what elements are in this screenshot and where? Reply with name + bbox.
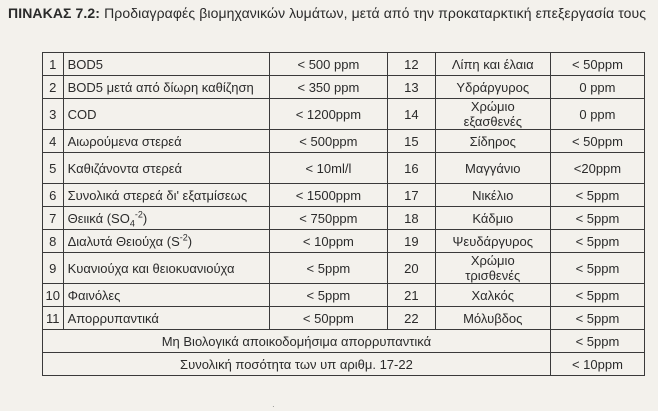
row-number: 15 — [388, 130, 436, 153]
parameter-limit: < 10ml/l — [269, 153, 387, 184]
parameter-limit: < 50ppm — [550, 130, 644, 153]
row-number: 14 — [388, 99, 436, 130]
parameter-name: Απορρυπαντικά — [63, 307, 269, 330]
parameter-limit: < 5ppm — [550, 230, 644, 253]
row-number: 10 — [43, 284, 64, 307]
parameter-name: Κυανιούχα και θειοκυανιούχα — [63, 253, 269, 284]
summary-value: < 10ppm — [550, 353, 644, 376]
parameter-limit: < 5ppm — [269, 284, 387, 307]
parameter-limit: < 5ppm — [550, 284, 644, 307]
caption-text: Προδιαγραφές βιομηχανικών λυμάτων, μετά από την προκαταρκτική επεξεργασία τους — [104, 5, 647, 21]
parameter-limit: < 10ppm — [269, 230, 387, 253]
row-number: 20 — [388, 253, 436, 284]
specifications-table — [42, 52, 645, 376]
parameter-name: Καθιζάνοντα στερεά — [63, 153, 269, 184]
summary-row — [43, 330, 645, 353]
table-row — [43, 253, 645, 284]
row-number: 11 — [43, 307, 64, 330]
row-number: 8 — [43, 230, 64, 253]
row-number: 9 — [43, 253, 64, 284]
parameter-name-line: τρισθενές — [465, 268, 521, 283]
parameter-limit: < 50ppm — [269, 307, 387, 330]
parameter-name: Κάδμιο — [435, 207, 550, 230]
row-number: 2 — [43, 76, 64, 99]
parameter-name: Μαγγάνιο — [435, 153, 550, 184]
parameter-name-line: Χρώμιο — [470, 253, 515, 268]
parameter-name: Υδράργυρος — [435, 76, 550, 99]
parameter-name — [435, 253, 550, 284]
table-row — [43, 307, 645, 330]
summary-label: Μη Βιολογικά αποικοδομήσιμα απορρυπαντικά — [43, 330, 551, 353]
summary-row — [43, 353, 645, 376]
formula-text: Θειικά (SO — [67, 210, 130, 226]
row-number: 21 — [388, 284, 436, 307]
row-number: 19 — [388, 230, 436, 253]
table-row — [43, 76, 645, 99]
table-row — [43, 207, 645, 230]
row-number: 7 — [43, 207, 64, 230]
row-number: 22 — [388, 307, 436, 330]
row-number: 17 — [388, 184, 436, 207]
parameter-limit: 0 ppm — [550, 76, 644, 99]
table-row — [43, 184, 645, 207]
parameter-name: Αιωρούμενα στερεά — [63, 130, 269, 153]
row-number: 3 — [43, 99, 64, 130]
parameter-name — [435, 99, 550, 130]
row-number: 1 — [43, 53, 64, 76]
table-row — [43, 153, 645, 184]
parameter-limit: < 50ppm — [550, 53, 644, 76]
row-number: 6 — [43, 184, 64, 207]
scan-speck: · — [272, 402, 275, 411]
parameter-name: BOD5 — [63, 53, 269, 76]
parameter-name — [63, 207, 269, 230]
parameter-limit: 0 ppm — [550, 99, 644, 130]
row-number: 16 — [388, 153, 436, 184]
parameter-limit: < 500ppm — [269, 130, 387, 153]
parameter-limit: < 750ppm — [269, 207, 387, 230]
parameter-limit: < 1500ppm — [269, 184, 387, 207]
parameter-limit: < 5ppm — [550, 307, 644, 330]
formula-superscript: -2 — [134, 209, 143, 220]
table-caption — [8, 4, 653, 22]
table-row — [43, 99, 645, 130]
formula-subscript: 4 — [129, 218, 135, 229]
parameter-name: COD — [63, 99, 269, 130]
formula-text: Διαλυτά Θειούχα (S — [67, 233, 180, 249]
row-number: 12 — [388, 53, 436, 76]
parameter-name: Νικέλιο — [435, 184, 550, 207]
parameter-name — [63, 230, 269, 253]
table-row — [43, 230, 645, 253]
parameter-name: Χαλκός — [435, 284, 550, 307]
parameter-name: Σίδηρος — [435, 130, 550, 153]
parameter-limit: < 1200ppm — [269, 99, 387, 130]
parameter-name: Μόλυβδος — [435, 307, 550, 330]
parameter-name: Φαινόλες — [63, 284, 269, 307]
parameter-limit: <20ppm — [550, 153, 644, 184]
row-number: 13 — [388, 76, 436, 99]
row-number: 18 — [388, 207, 436, 230]
parameter-name-line: εξασθενές — [463, 114, 522, 129]
parameter-name: BOD5 μετά από δίωρη καθίζηση — [63, 76, 269, 99]
parameter-name-line: Χρώμιο — [470, 99, 515, 114]
table-row — [43, 130, 645, 153]
caption-label: ΠΙΝΑΚΑΣ 7.2: — [8, 5, 101, 21]
parameter-name: Ψευδάργυρος — [435, 230, 550, 253]
summary-value: < 5ppm — [550, 330, 644, 353]
row-number: 4 — [43, 130, 64, 153]
parameter-limit: < 5ppm — [550, 253, 644, 284]
parameter-limit: < 350 ppm — [269, 76, 387, 99]
row-number: 5 — [43, 153, 64, 184]
parameter-name: Συνολικά στερεά δι' εξατμίσεως — [63, 184, 269, 207]
parameter-name: Λίπη και έλαια — [435, 53, 550, 76]
summary-label: Συνολική ποσότητα των υπ αριθμ. 17-22 — [43, 353, 551, 376]
formula-text: ) — [142, 210, 148, 226]
parameter-limit: < 5ppm — [550, 184, 644, 207]
table-row — [43, 284, 645, 307]
parameter-limit: < 5ppm — [550, 207, 644, 230]
table-row — [43, 53, 645, 76]
formula-text: ) — [187, 233, 193, 249]
parameter-limit: < 500 ppm — [269, 53, 387, 76]
formula-superscript: -2 — [179, 232, 188, 243]
parameter-limit: < 5ppm — [269, 253, 387, 284]
